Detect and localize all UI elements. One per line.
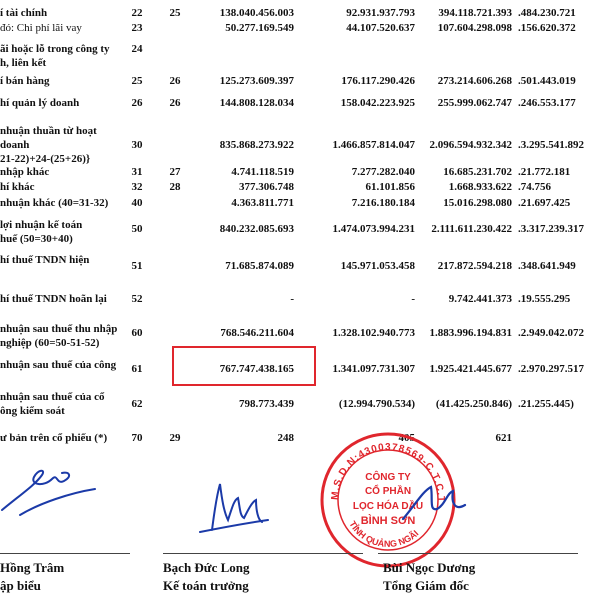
value-col-2: 1.466.857.814.047 bbox=[332, 139, 415, 151]
value-col-1: 798.773.439 bbox=[239, 398, 294, 410]
row-code: 25 bbox=[131, 75, 143, 87]
row-label: ãi hoặc lỗ trong công ty h, liên kết bbox=[0, 43, 110, 69]
value-col-4: 21.772.181. bbox=[518, 166, 571, 178]
highlight-box bbox=[172, 346, 316, 386]
row-label: nhuận sau thuế thu nhập nghiệp (60=50-51-52) bbox=[0, 323, 118, 349]
row-label: hí quản lý doanh bbox=[0, 97, 80, 109]
value-col-1: - bbox=[290, 293, 294, 305]
signature-line-1 bbox=[0, 553, 130, 554]
value-col-4: 74.756. bbox=[518, 181, 551, 193]
value-col-1: 248 bbox=[277, 432, 294, 444]
row-label: nhuận sau thuế của công bbox=[0, 359, 117, 371]
value-col-3: 394.118.721.393 bbox=[438, 7, 512, 19]
signature-line-3 bbox=[378, 553, 578, 554]
value-col-1: 377.306.748 bbox=[239, 181, 294, 193]
row-code: 60 bbox=[131, 327, 143, 339]
row-note: 26 bbox=[169, 75, 181, 87]
value-col-3: 621 bbox=[495, 432, 512, 444]
row-note: 29 bbox=[169, 432, 181, 444]
svg-text:M.S.D.N:4300378569-C.T.C.T.: M.S.D.N:4300378569-C.T.C.T bbox=[329, 441, 447, 503]
value-col-1: 4.363.811.771 bbox=[231, 197, 294, 209]
row-code: 26 bbox=[131, 97, 143, 109]
signer-title-3: Tổng Giám đốc bbox=[383, 578, 469, 593]
value-col-2: 7.216.180.184 bbox=[351, 197, 415, 209]
row-code: 51 bbox=[131, 260, 143, 272]
row-label: nhập khác bbox=[0, 166, 50, 178]
value-col-2: 158.042.223.925 bbox=[340, 97, 415, 109]
value-col-3: 1.925.421.445.677 bbox=[429, 363, 512, 375]
value-col-3: 16.685.231.702 bbox=[443, 166, 512, 178]
value-col-1: 840.232.085.693 bbox=[219, 223, 294, 235]
row-code: 31 bbox=[131, 166, 143, 178]
row-code: 62 bbox=[131, 398, 143, 410]
row-label: hí khác bbox=[0, 181, 35, 193]
value-col-1: 125.273.609.397 bbox=[219, 75, 294, 87]
value-col-1: 768.546.211.604 bbox=[220, 327, 294, 339]
row-label: hí thuế TNDN hiện bbox=[0, 254, 90, 266]
svg-text:CỔ PHẦN: CỔ PHẦN bbox=[364, 486, 412, 497]
row-code: 70 bbox=[131, 432, 143, 444]
value-col-3: (41.425.250.846) bbox=[435, 398, 512, 410]
value-col-4: 246.553.177. bbox=[518, 97, 576, 109]
row-label: lợi nhuận kế toán huế (50=30+40) bbox=[0, 219, 83, 245]
value-col-3: 255.999.062.747 bbox=[437, 97, 512, 109]
value-col-4: 501.443.019. bbox=[518, 75, 576, 87]
value-col-3: 107.604.298.098 bbox=[437, 22, 512, 34]
signer-name-2: Bạch Đức Long bbox=[163, 560, 250, 575]
value-col-1: 50.277.169.549 bbox=[225, 22, 294, 34]
row-label: í tài chính bbox=[0, 7, 48, 19]
signature-line-2 bbox=[163, 553, 363, 554]
row-code: 22 bbox=[131, 7, 143, 19]
signature-director bbox=[395, 475, 475, 535]
svg-text:TỈNH QUẢNG NGÃI: TỈNH QUẢNG NGÃI bbox=[347, 519, 421, 549]
row-code: 52 bbox=[131, 293, 143, 305]
value-col-3: 2.111.611.230.422 bbox=[431, 223, 512, 235]
value-col-3: 1.883.996.194.831 bbox=[429, 327, 512, 339]
value-col-1: 138.040.456.003 bbox=[219, 7, 294, 19]
value-col-2: 92.931.937.793 bbox=[346, 7, 415, 19]
row-label: hí thuế TNDN hoãn lại bbox=[0, 293, 107, 305]
value-col-1: 835.868.273.922 bbox=[219, 139, 294, 151]
row-code: 50 bbox=[131, 223, 143, 235]
row-code: 40 bbox=[131, 197, 143, 209]
value-col-4: 3.295.541.892. bbox=[518, 139, 584, 151]
value-col-4: 484.230.721. bbox=[518, 7, 576, 19]
value-col-3: 15.016.298.080 bbox=[443, 197, 512, 209]
value-col-3: 9.742.441.373 bbox=[448, 293, 512, 305]
value-col-4: 21.697.425. bbox=[518, 197, 571, 209]
row-note: 27 bbox=[169, 166, 181, 178]
signer-name-3: Bùi Ngọc Dương bbox=[383, 560, 476, 575]
value-col-2: 145.971.053.458 bbox=[340, 260, 415, 272]
value-col-4: 2.970.297.517. bbox=[518, 363, 584, 375]
svg-text:BÌNH SƠN: BÌNH SƠN bbox=[360, 515, 416, 527]
value-col-2: 405 bbox=[398, 432, 415, 444]
value-col-2: 1.474.073.994.231 bbox=[332, 223, 415, 235]
row-note: 28 bbox=[169, 181, 181, 193]
value-col-1: 144.808.128.034 bbox=[219, 97, 294, 109]
row-code: 61 bbox=[131, 363, 143, 375]
row-label: nhuận sau thuế của cổ ông kiểm soát bbox=[0, 391, 105, 417]
value-col-4: 348.641.949. bbox=[518, 260, 576, 272]
row-note: 25 bbox=[169, 7, 181, 19]
row-code: 32 bbox=[131, 181, 143, 193]
value-col-2: 44.107.520.637 bbox=[346, 22, 415, 34]
signature-preparer bbox=[0, 455, 110, 525]
svg-text:LỌC HÓA DẦU: LỌC HÓA DẦU bbox=[352, 501, 424, 512]
value-col-2: - bbox=[411, 293, 415, 305]
value-col-2: 1.328.102.940.773 bbox=[332, 327, 415, 339]
signer-name-1: Hồng Trâm bbox=[0, 560, 65, 575]
row-label: nhuận khác (40=31-32) bbox=[0, 197, 109, 209]
value-col-4: 156.620.372. bbox=[518, 22, 576, 34]
value-col-1: 767.747.438.165 bbox=[219, 363, 294, 375]
value-col-3: 217.872.594.218 bbox=[437, 260, 512, 272]
row-code: 23 bbox=[131, 22, 143, 34]
value-col-2: 7.277.282.040 bbox=[351, 166, 415, 178]
value-col-3: 2.096.594.932.342 bbox=[429, 139, 512, 151]
value-col-1: 4.741.118.519 bbox=[231, 166, 294, 178]
signer-title-1: ập biểu bbox=[0, 578, 41, 593]
value-col-4: 3.317.239.317. bbox=[518, 223, 584, 235]
signer-title-2: Kế toán trưởng bbox=[163, 578, 249, 593]
svg-text:CÔNG TY: CÔNG TY bbox=[365, 472, 411, 483]
row-label: nhuận thuần từ hoạt doanh 21-22)+24-(25+26)} bbox=[0, 125, 97, 165]
signature-chief-accountant bbox=[190, 470, 280, 540]
row-note: 26 bbox=[169, 97, 181, 109]
row-code: 30 bbox=[131, 139, 143, 151]
value-col-3: 273.214.606.268 bbox=[437, 75, 512, 87]
value-col-2: (12.994.790.534) bbox=[338, 398, 415, 410]
row-label: í bán hàng bbox=[0, 75, 50, 87]
value-col-4: 19.555.295. bbox=[518, 293, 571, 305]
value-col-4: (21.255.445. bbox=[518, 398, 574, 410]
row-label: đó: Chi phí lãi vay bbox=[0, 22, 82, 34]
value-col-2: 1.341.097.731.307 bbox=[332, 363, 415, 375]
value-col-2: 61.101.856 bbox=[365, 181, 415, 193]
row-label: ư bản trên cổ phiếu (*) bbox=[0, 432, 108, 444]
value-col-1: 71.685.874.089 bbox=[225, 260, 294, 272]
row-code: 24 bbox=[131, 43, 143, 55]
value-col-4: 2.949.042.072. bbox=[518, 327, 584, 339]
value-col-3: 1.668.933.622 bbox=[448, 181, 512, 193]
value-col-2: 176.117.290.426 bbox=[341, 75, 415, 87]
